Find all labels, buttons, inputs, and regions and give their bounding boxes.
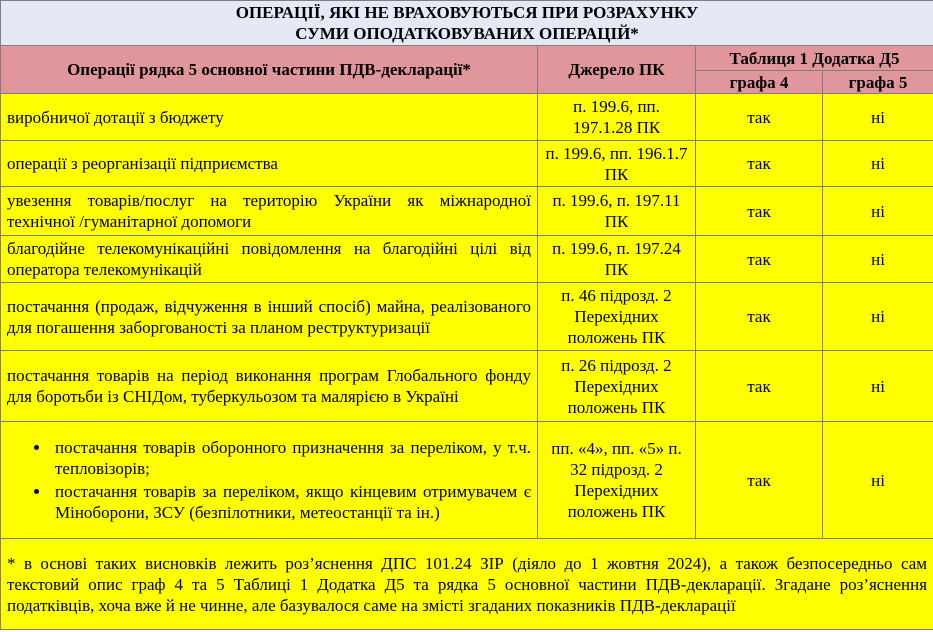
header-source: Джерело ПК bbox=[538, 46, 696, 94]
row-col4: так bbox=[696, 187, 823, 236]
table-row bbox=[1, 94, 933, 141]
row-col4: так bbox=[696, 236, 823, 283]
table-row bbox=[1, 141, 933, 187]
row-col4: так bbox=[696, 94, 823, 141]
row-source: п. 46 підрозд. 2 Перехідних положень ПК bbox=[538, 283, 696, 351]
row-operation: виробничої дотації з бюджету bbox=[1, 94, 538, 141]
row-source: п. 199.6, пп. 197.1.28 ПК bbox=[538, 94, 696, 141]
row-operation-bullets bbox=[1, 422, 538, 539]
title-line-2: СУМИ ОПОДАТКОВУВАНИХ ОПЕРАЦІЙ* bbox=[295, 24, 639, 43]
row-col5: ні bbox=[823, 351, 933, 422]
table-row bbox=[1, 283, 933, 351]
bullet-list bbox=[7, 437, 531, 523]
row-operation: увезення товарів/послуг на територію України як міжнародної технічної /гуманітарної допомоги bbox=[1, 187, 538, 236]
row-source: п. 26 підрозд. 2 Перехідних положень ПК bbox=[538, 351, 696, 422]
table-row bbox=[1, 236, 933, 283]
row-col4: так bbox=[696, 422, 823, 539]
header-table-ref: Таблиця 1 Додатка Д5 bbox=[696, 46, 933, 71]
title-line-1: ОПЕРАЦІЇ, ЯКІ НЕ ВРАХОВУЮТЬСЯ ПРИ РОЗРАХУНКУ bbox=[235, 3, 699, 22]
footnote: * в основі таких висновків лежить роз’яснення ДПС 101.24 ЗІР (діяло до 1 жовтня 2024), а також безпосередньо сам текстовий опис граф 4 та 5 Таблиці 1 Додатка Д5 та рядка 5 основної частини ПДВ-декларації. Згадане роз’яснення податківців, хоча вже й не чинне, але базувалося саме на змісті згаданих показників ПДВ-декларації bbox=[1, 539, 933, 630]
header-col5: графа 5 bbox=[823, 71, 933, 94]
row-source: п. 199.6, п. 197.11 ПК bbox=[538, 187, 696, 236]
row-source: п. 199.6, пп. 196.1.7 ПК bbox=[538, 141, 696, 187]
row-operation: постачання товарів на період виконання програм Глобального фонду для боротьби із СНІДом, туберкульозом та малярією в Україні bbox=[1, 351, 538, 422]
table-title bbox=[1, 1, 933, 46]
row-col5: ні bbox=[823, 283, 933, 351]
table-row bbox=[1, 187, 933, 236]
row-source: п. 199.6, п. 197.24 ПК bbox=[538, 236, 696, 283]
row-col5: ні bbox=[823, 141, 933, 187]
row-col5: ні bbox=[823, 236, 933, 283]
row-source: пп. «4», пп. «5» п. 32 підрозд. 2 Перехідних положень ПК bbox=[538, 422, 696, 539]
row-col5: ні bbox=[823, 94, 933, 141]
footnote-row bbox=[1, 539, 933, 630]
row-col4: так bbox=[696, 351, 823, 422]
header-operations: Операції рядка 5 основної частини ПДВ-декларації* bbox=[1, 46, 538, 94]
header-col4: графа 4 bbox=[696, 71, 823, 94]
bullet-item: • постачання товарів оборонного призначення за переліком, у т.ч. тепловізорів; bbox=[51, 437, 531, 479]
row-col5: ні bbox=[823, 187, 933, 236]
row-col5: ні bbox=[823, 422, 933, 539]
row-col4: так bbox=[696, 141, 823, 187]
row-operation: операції з реорганізації підприємства bbox=[1, 141, 538, 187]
table-row-bullets bbox=[1, 422, 933, 539]
row-operation: благодійне телекомунікаційні повідомлення на благодійні цілі від оператора телекомунікацій bbox=[1, 236, 538, 283]
bullet-item: • постачання товарів за переліком, якщо кінцевим отримувачем є Міноборони, ЗСУ (безпілотники, метеостанції та ін.) bbox=[51, 481, 531, 523]
table-row bbox=[1, 351, 933, 422]
row-col4: так bbox=[696, 283, 823, 351]
row-operation: постачання (продаж, відчуження в інший спосіб) майна, реалізованого для погашення заборгованості за планом реструктуризації bbox=[1, 283, 538, 351]
